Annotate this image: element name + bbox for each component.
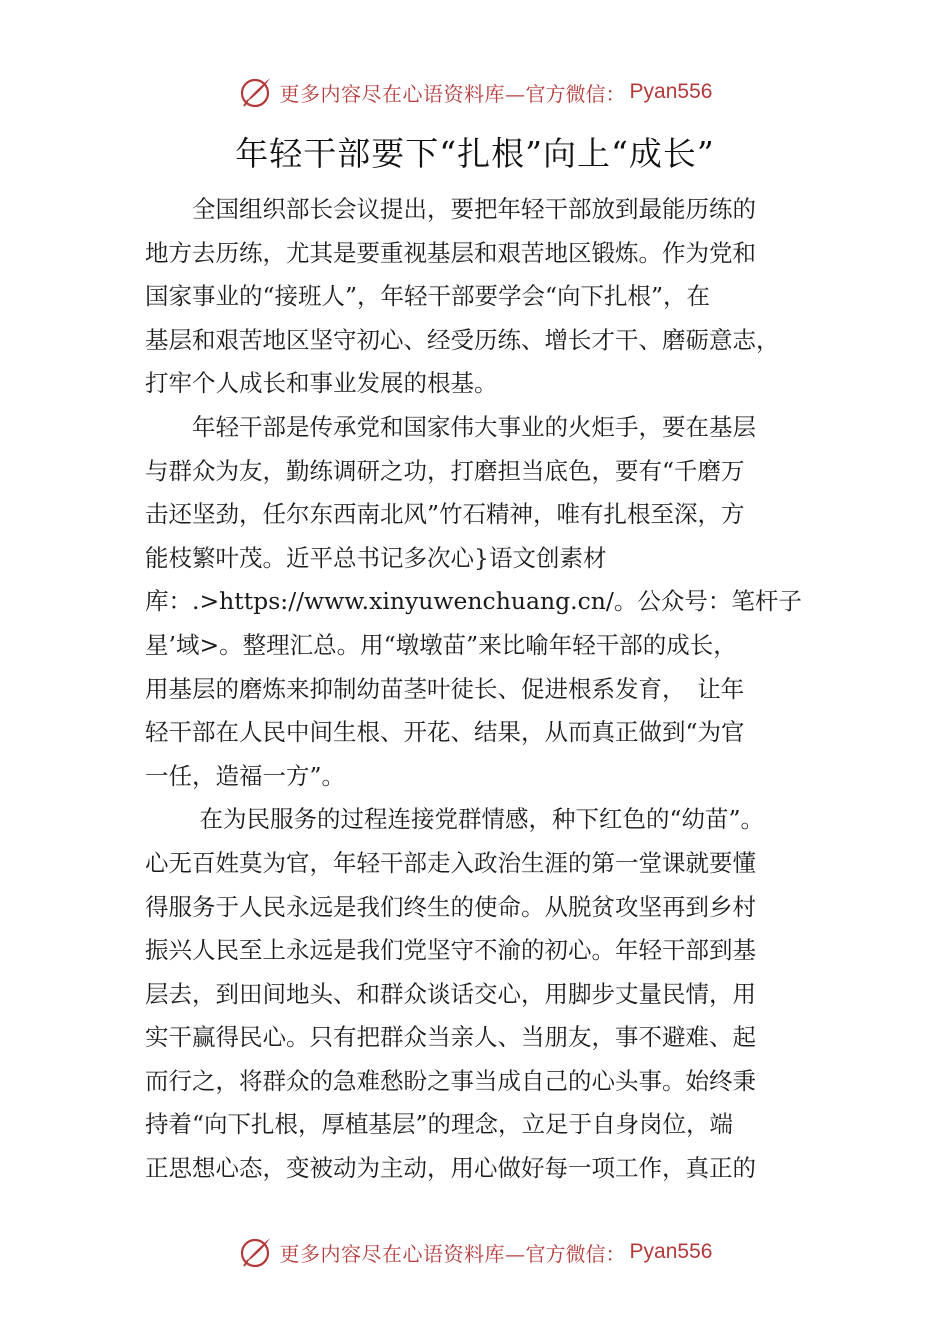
text-line: 年轻干部是传承党和国家伟大事业的火炬手，要在基层 xyxy=(145,412,756,441)
footer-banner xyxy=(0,1230,950,1274)
text-line: 持着“向下扎根，厚植基层”的理念，立足于自身岗位，端 xyxy=(145,1110,734,1139)
text-line: 地方去历练，尤其是要重视基层和艰苦地区锻炼。作为党和 xyxy=(145,238,756,267)
banner-text: 更多内容尽在心语资料库— xyxy=(279,81,526,106)
text-line: 击还坚劲，任尔东西南北风”竹石精神，唯有扎根至深，方 xyxy=(145,500,745,529)
banner-wechat-label: 官方微信： xyxy=(525,81,626,106)
header-banner xyxy=(0,70,950,114)
text-line: 国家事业的“接班人”，年轻干部要学会“向下扎根”，在 xyxy=(145,282,711,311)
quill-pen-circle-icon xyxy=(238,74,274,110)
banner-wechat-id: Pyan556 xyxy=(629,1240,713,1263)
text-line: 振兴人民至上永远是我们党坚守不渝的初心。年轻干部到基 xyxy=(145,936,756,965)
text-line: 层去，到田间地头、和群众谈话交心，用脚步丈量民情，用 xyxy=(145,979,756,1008)
text-line: 得服务于人民永远是我们终生的使命。从脱贫攻坚再到乡村 xyxy=(145,892,756,921)
text-line: 打牢个人成长和事业发展的根基。 xyxy=(145,369,498,398)
text-line: 全国组织部长会议提出，要把年轻干部放到最能历练的 xyxy=(145,195,756,223)
text-line: 实干赢得民心。只有把群众当亲人、当朋友，事不避难、起 xyxy=(145,1023,756,1052)
text-line: 一任，造福一方”。 xyxy=(145,761,346,790)
text-line: 基层和艰苦地区坚守初心、经受历练、增长才干、磨砺意志， xyxy=(145,325,780,354)
banner-wechat-id: Pyan556 xyxy=(629,80,713,103)
article-body xyxy=(145,188,815,1191)
text-line: 能枝繁叶茂。近平总书记多次心}语文创素材 xyxy=(145,543,607,572)
text-line: 用基层的磨炼来抑制幼苗茎叶徒长、促进根系发育， 让年 xyxy=(145,674,745,703)
text-line: 正思想心态，变被动为主动，用心做好每一项工作，真正的 xyxy=(145,1154,756,1183)
quill-pen-circle-icon xyxy=(238,1234,274,1270)
text-line: 星’域>。整理汇总。用“墩墩苗”来比喻年轻干部的成长， xyxy=(145,630,737,659)
text-line: 轻干部在人民中间生根、开花、结果，从而真正做到“为官 xyxy=(145,718,745,747)
text-line: 与群众为友，勤练调研之功，打磨担当底色，要有“千磨万 xyxy=(145,456,745,485)
text-line: 心无百姓莫为官，年轻干部走入政治生涯的第一堂课就要懂 xyxy=(145,848,756,877)
text-line-url: 库：.>https://www.xinyuwenchuang.cn/。公众号：笔杆子 xyxy=(145,587,802,616)
banner-wechat-label: 官方微信： xyxy=(525,1241,626,1266)
text-line: 在为民服务的过程连接党群情感，种下红色的“幼苗”。 xyxy=(145,805,764,834)
page-title: 年轻干部要下“扎根”向上“成长” xyxy=(235,134,715,173)
banner-text: 更多内容尽在心语资料库— xyxy=(279,1241,526,1266)
text-line: 而行之，将群众的急难愁盼之事当成自己的心头事。始终秉 xyxy=(145,1066,756,1095)
